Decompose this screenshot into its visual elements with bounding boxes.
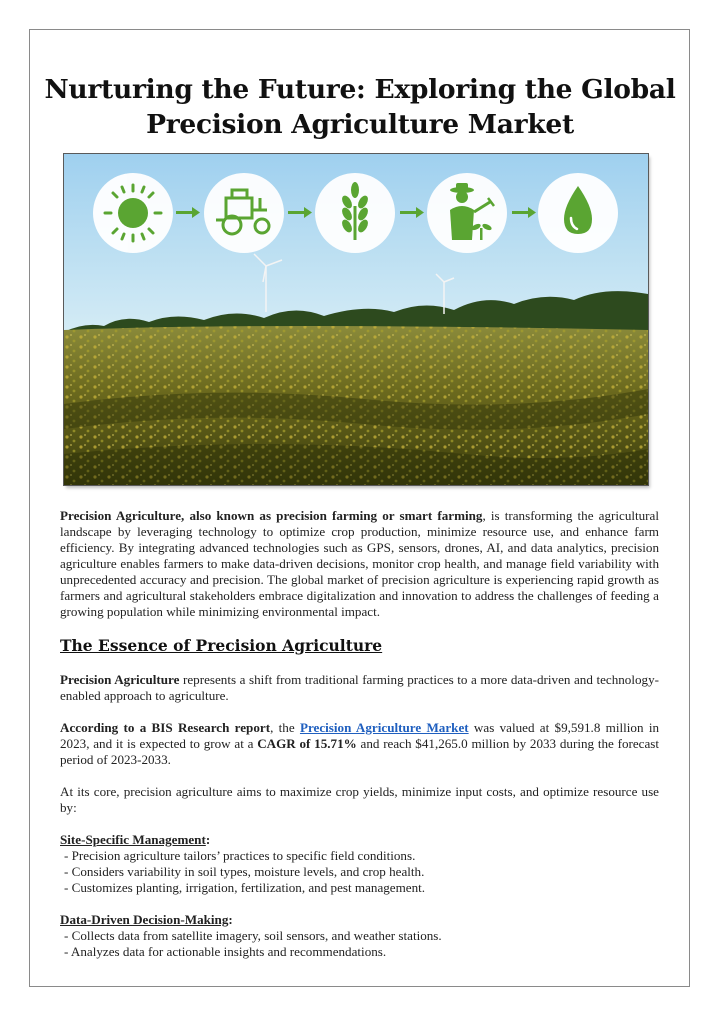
market-link[interactable]: Precision Agriculture Market	[299, 720, 469, 735]
essence-p2-end: and reach $41,265.0 million by 2033 during the forecast period of 2023-2033.	[60, 736, 660, 767]
list-item: - Precision agriculture tailors’ practices to specific field conditions.	[64, 848, 416, 863]
essence-p2-mid: , the	[270, 720, 300, 735]
essence-heading: The Essence of Precision Agriculture	[60, 636, 383, 655]
section-heading-data-driven: Data-Driven Decision-Making:	[60, 912, 233, 927]
essence-p1-bold: Precision Agriculture	[60, 672, 180, 687]
intro-paragraph	[60, 508, 659, 620]
data-driven-heading: Data-Driven Decision-Making	[60, 912, 229, 927]
list-item: - Considers variability in soil types, moisture levels, and crop health.	[64, 864, 425, 879]
cagr-value: CAGR of 15.71%	[257, 736, 357, 751]
intro-lead: Precision Agriculture, also known as precision farming or smart farming	[60, 508, 483, 523]
intro-text: , is transforming the agricultural landscape by leveraging technology to optimize crop production, minimize resource use, and enhance farm efficiency. By integrating advanced technologies such as GPS, sensors, drones, AI, and data analytics, precision agriculture enables farmers to make data-driven decisions, monitor crop health, and manage field variability with unprecedented accuracy and precision. The global market of precision agriculture is experiencing rapid growth as farmers and agricultural stakeholders embrace digitalization and innovation to address the challenges of feeding a growing population while minimizing environmental impact.	[60, 508, 659, 619]
page-title: Nurturing the Future: Exploring the Global Precision Agriculture Market	[44, 73, 676, 140]
essence-paragraph-3: At its core, precision agriculture aims to maximize crop yields, minimize input costs, and optimize resource use by:	[60, 784, 659, 815]
essence-p1-text: represents a shift from traditional farming practices to a more data-driven and technology-enabled approach to agriculture.	[60, 672, 659, 703]
section-heading-site-specific: Site-Specific Management:	[60, 832, 211, 847]
list-item: - Collects data from satellite imagery, soil sensors, and weather stations.	[64, 928, 442, 943]
list-item: - Analyzes data for actionable insights and recommendations.	[64, 944, 387, 959]
hero-image	[64, 154, 648, 485]
list-item: - Customizes planting, irrigation, fertilization, and pest management.	[64, 880, 426, 895]
essence-paragraph-1	[60, 672, 659, 704]
article-body	[60, 508, 659, 960]
essence-p2-after: was valued at $9,591.8 million in 2023, and it is expected to grow at a	[60, 720, 660, 751]
essence-p2-bold: According to a BIS Research report	[60, 720, 271, 735]
essence-paragraph-2	[60, 720, 659, 768]
site-specific-heading: Site-Specific Management	[60, 832, 206, 847]
